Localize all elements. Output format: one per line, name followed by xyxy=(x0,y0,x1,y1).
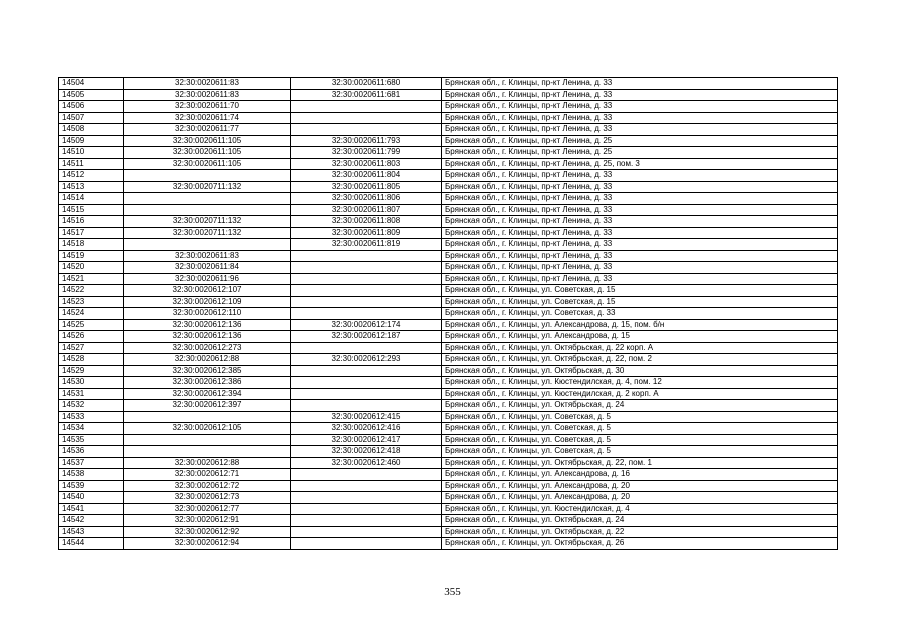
address-cell: Брянская обл., г. Клинцы, пр-кт Ленина, д. 33 xyxy=(442,204,838,216)
table-row xyxy=(59,170,838,182)
row-number-cell: 14525 xyxy=(59,319,124,331)
address-cell: Брянская обл., г. Клинцы, пр-кт Ленина, д. 33 xyxy=(442,227,838,239)
table-row xyxy=(59,388,838,400)
address-cell: Брянская обл., г. Клинцы, ул. Советская, д. 5 xyxy=(442,434,838,446)
parcel-number-cell: 32:30:0020611:74 xyxy=(124,112,291,124)
parcel-number-cell xyxy=(124,193,291,205)
row-number-cell: 14509 xyxy=(59,135,124,147)
row-number-cell: 14513 xyxy=(59,181,124,193)
address-cell: Брянская обл., г. Клинцы, пр-кт Ленина, д. 33 xyxy=(442,89,838,101)
table-row xyxy=(59,480,838,492)
object-number-cell: 32:30:0020611:804 xyxy=(291,170,442,182)
parcel-number-cell: 32:30:0020611:83 xyxy=(124,89,291,101)
object-number-cell xyxy=(291,262,442,274)
object-number-cell: 32:30:0020611:809 xyxy=(291,227,442,239)
row-number-cell: 14533 xyxy=(59,411,124,423)
address-cell: Брянская обл., г. Клинцы, ул. Кюстендилская, д. 4 xyxy=(442,503,838,515)
parcel-number-cell: 32:30:0020612:385 xyxy=(124,365,291,377)
row-number-cell: 14510 xyxy=(59,147,124,159)
object-number-cell: 32:30:0020611:805 xyxy=(291,181,442,193)
table-row xyxy=(59,503,838,515)
object-number-cell xyxy=(291,308,442,320)
parcel-number-cell: 32:30:0020611:105 xyxy=(124,135,291,147)
row-number-cell: 14506 xyxy=(59,101,124,113)
row-number-cell: 14508 xyxy=(59,124,124,136)
row-number-cell: 14520 xyxy=(59,262,124,274)
address-cell: Брянская обл., г. Клинцы, ул. Кюстендилская, д. 4, пом. 12 xyxy=(442,377,838,389)
table-row xyxy=(59,147,838,159)
parcel-number-cell: 32:30:0020611:96 xyxy=(124,273,291,285)
address-cell: Брянская обл., г. Клинцы, пр-кт Ленина, д. 33 xyxy=(442,101,838,113)
row-number-cell: 14542 xyxy=(59,515,124,527)
table-row xyxy=(59,296,838,308)
address-cell: Брянская обл., г. Клинцы, пр-кт Ленина, д. 25 xyxy=(442,135,838,147)
object-number-cell xyxy=(291,377,442,389)
table-row xyxy=(59,515,838,527)
object-number-cell xyxy=(291,342,442,354)
table-row xyxy=(59,526,838,538)
parcel-number-cell: 32:30:0020611:83 xyxy=(124,250,291,262)
table-row xyxy=(59,124,838,136)
parcel-number-cell xyxy=(124,411,291,423)
address-cell: Брянская обл., г. Клинцы, ул. Советская, д. 15 xyxy=(442,296,838,308)
parcel-number-cell: 32:30:0020612:397 xyxy=(124,400,291,412)
address-cell: Брянская обл., г. Клинцы, ул. Октябрьская, д. 24 xyxy=(442,400,838,412)
parcel-number-cell: 32:30:0020711:132 xyxy=(124,227,291,239)
object-number-cell: 32:30:0020611:793 xyxy=(291,135,442,147)
object-number-cell: 32:30:0020612:187 xyxy=(291,331,442,343)
parcel-number-cell: 32:30:0020612:88 xyxy=(124,457,291,469)
parcel-number-cell: 32:30:0020612:386 xyxy=(124,377,291,389)
row-number-cell: 14541 xyxy=(59,503,124,515)
row-number-cell: 14519 xyxy=(59,250,124,262)
row-number-cell: 14521 xyxy=(59,273,124,285)
object-number-cell: 32:30:0020612:415 xyxy=(291,411,442,423)
address-cell: Брянская обл., г. Клинцы, ул. Советская, д. 5 xyxy=(442,411,838,423)
row-number-cell: 14528 xyxy=(59,354,124,366)
table-row xyxy=(59,204,838,216)
row-number-cell: 14514 xyxy=(59,193,124,205)
address-cell: Брянская обл., г. Клинцы, ул. Советская, д. 15 xyxy=(442,285,838,297)
address-cell: Брянская обл., г. Клинцы, ул. Советская, д. 33 xyxy=(442,308,838,320)
parcel-number-cell xyxy=(124,204,291,216)
address-cell: Брянская обл., г. Клинцы, пр-кт Ленина, д. 33 xyxy=(442,273,838,285)
table-row xyxy=(59,89,838,101)
row-number-cell: 14515 xyxy=(59,204,124,216)
parcel-number-cell: 32:30:0020612:136 xyxy=(124,319,291,331)
parcel-number-cell: 32:30:0020612:394 xyxy=(124,388,291,400)
parcel-number-cell: 32:30:0020612:94 xyxy=(124,538,291,550)
table-row xyxy=(59,135,838,147)
address-cell: Брянская обл., г. Клинцы, ул. Октябрьская, д. 22, пом. 2 xyxy=(442,354,838,366)
object-number-cell: 32:30:0020612:460 xyxy=(291,457,442,469)
table-row xyxy=(59,423,838,435)
object-number-cell: 32:30:0020611:808 xyxy=(291,216,442,228)
object-number-cell xyxy=(291,400,442,412)
object-number-cell xyxy=(291,538,442,550)
parcel-number-cell: 32:30:0020611:105 xyxy=(124,158,291,170)
address-cell: Брянская обл., г. Клинцы, пр-кт Ленина, д. 33 xyxy=(442,262,838,274)
table-row xyxy=(59,342,838,354)
table-row xyxy=(59,158,838,170)
table-row xyxy=(59,262,838,274)
parcel-number-cell: 32:30:0020612:72 xyxy=(124,480,291,492)
row-number-cell: 14504 xyxy=(59,78,124,90)
row-number-cell: 14507 xyxy=(59,112,124,124)
object-number-cell: 32:30:0020611:807 xyxy=(291,204,442,216)
row-number-cell: 14524 xyxy=(59,308,124,320)
object-number-cell xyxy=(291,388,442,400)
row-number-cell: 14535 xyxy=(59,434,124,446)
row-number-cell: 14522 xyxy=(59,285,124,297)
parcel-number-cell: 32:30:0020711:132 xyxy=(124,181,291,193)
parcel-number-cell: 32:30:0020611:105 xyxy=(124,147,291,159)
table-row xyxy=(59,112,838,124)
table-row xyxy=(59,78,838,90)
property-table-body xyxy=(59,78,838,550)
table-row xyxy=(59,308,838,320)
address-cell: Брянская обл., г. Клинцы, пр-кт Ленина, д. 33 xyxy=(442,170,838,182)
object-number-cell: 32:30:0020611:803 xyxy=(291,158,442,170)
table-row xyxy=(59,181,838,193)
table-row xyxy=(59,239,838,251)
row-number-cell: 14505 xyxy=(59,89,124,101)
table-row xyxy=(59,319,838,331)
row-number-cell: 14517 xyxy=(59,227,124,239)
address-cell: Брянская обл., г. Клинцы, пр-кт Ленина, д. 33 xyxy=(442,250,838,262)
object-number-cell xyxy=(291,273,442,285)
row-number-cell: 14539 xyxy=(59,480,124,492)
table-row xyxy=(59,354,838,366)
address-cell: Брянская обл., г. Клинцы, пр-кт Ленина, д. 33 xyxy=(442,181,838,193)
table-row xyxy=(59,492,838,504)
object-number-cell xyxy=(291,515,442,527)
address-cell: Брянская обл., г. Клинцы, ул. Кюстендилская, д. 2 корп. А xyxy=(442,388,838,400)
object-number-cell xyxy=(291,492,442,504)
table-row xyxy=(59,331,838,343)
row-number-cell: 14529 xyxy=(59,365,124,377)
address-cell: Брянская обл., г. Клинцы, пр-кт Ленина, д. 33 xyxy=(442,239,838,251)
object-number-cell xyxy=(291,469,442,481)
object-number-cell: 32:30:0020611:681 xyxy=(291,89,442,101)
object-number-cell: 32:30:0020611:680 xyxy=(291,78,442,90)
address-cell: Брянская обл., г. Клинцы, ул. Октябрьская, д. 30 xyxy=(442,365,838,377)
object-number-cell xyxy=(291,480,442,492)
address-cell: Брянская обл., г. Клинцы, ул. Октябрьская, д. 22 xyxy=(442,526,838,538)
parcel-number-cell: 32:30:0020611:84 xyxy=(124,262,291,274)
parcel-number-cell: 32:30:0020612:88 xyxy=(124,354,291,366)
address-cell: Брянская обл., г. Клинцы, ул. Александрова, д. 20 xyxy=(442,492,838,504)
table-row xyxy=(59,216,838,228)
row-number-cell: 14518 xyxy=(59,239,124,251)
row-number-cell: 14532 xyxy=(59,400,124,412)
table-row xyxy=(59,446,838,458)
object-number-cell: 32:30:0020612:417 xyxy=(291,434,442,446)
object-number-cell: 32:30:0020612:293 xyxy=(291,354,442,366)
table-row xyxy=(59,227,838,239)
parcel-number-cell: 32:30:0020611:83 xyxy=(124,78,291,90)
row-number-cell: 14543 xyxy=(59,526,124,538)
table-row xyxy=(59,400,838,412)
address-cell: Брянская обл., г. Клинцы, ул. Александрова, д. 16 xyxy=(442,469,838,481)
parcel-number-cell: 32:30:0020612:71 xyxy=(124,469,291,481)
table-row xyxy=(59,273,838,285)
row-number-cell: 14530 xyxy=(59,377,124,389)
object-number-cell xyxy=(291,526,442,538)
address-cell: Брянская обл., г. Клинцы, ул. Октябрьская, д. 26 xyxy=(442,538,838,550)
property-table xyxy=(58,77,838,550)
parcel-number-cell: 32:30:0020611:70 xyxy=(124,101,291,113)
address-cell: Брянская обл., г. Клинцы, ул. Октябрьская, д. 22, пом. 1 xyxy=(442,457,838,469)
row-number-cell: 14540 xyxy=(59,492,124,504)
parcel-number-cell: 32:30:0020612:91 xyxy=(124,515,291,527)
address-cell: Брянская обл., г. Клинцы, пр-кт Ленина, д. 33 xyxy=(442,78,838,90)
parcel-number-cell: 32:30:0020711:132 xyxy=(124,216,291,228)
object-number-cell xyxy=(291,296,442,308)
table-row xyxy=(59,457,838,469)
object-number-cell xyxy=(291,285,442,297)
parcel-number-cell: 32:30:0020612:107 xyxy=(124,285,291,297)
row-number-cell: 14516 xyxy=(59,216,124,228)
parcel-number-cell: 32:30:0020612:109 xyxy=(124,296,291,308)
object-number-cell xyxy=(291,503,442,515)
table-row xyxy=(59,365,838,377)
address-cell: Брянская обл., г. Клинцы, ул. Советская, д. 5 xyxy=(442,423,838,435)
row-number-cell: 14536 xyxy=(59,446,124,458)
parcel-number-cell: 32:30:0020612:92 xyxy=(124,526,291,538)
address-cell: Брянская обл., г. Клинцы, ул. Александрова, д. 15, пом. б/н xyxy=(442,319,838,331)
object-number-cell: 32:30:0020612:418 xyxy=(291,446,442,458)
parcel-number-cell xyxy=(124,239,291,251)
parcel-number-cell: 32:30:0020612:110 xyxy=(124,308,291,320)
parcel-number-cell xyxy=(124,434,291,446)
row-number-cell: 14526 xyxy=(59,331,124,343)
address-cell: Брянская обл., г. Клинцы, пр-кт Ленина, д. 25, пом. 3 xyxy=(442,158,838,170)
table-row xyxy=(59,538,838,550)
table-row xyxy=(59,377,838,389)
object-number-cell xyxy=(291,101,442,113)
parcel-number-cell: 32:30:0020612:77 xyxy=(124,503,291,515)
object-number-cell: 32:30:0020611:799 xyxy=(291,147,442,159)
address-cell: Брянская обл., г. Клинцы, ул. Александрова, д. 20 xyxy=(442,480,838,492)
object-number-cell xyxy=(291,124,442,136)
object-number-cell xyxy=(291,365,442,377)
address-cell: Брянская обл., г. Клинцы, пр-кт Ленина, д. 33 xyxy=(442,124,838,136)
address-cell: Брянская обл., г. Клинцы, пр-кт Ленина, д. 25 xyxy=(442,147,838,159)
parcel-number-cell: 32:30:0020612:73 xyxy=(124,492,291,504)
row-number-cell: 14544 xyxy=(59,538,124,550)
parcel-number-cell: 32:30:0020612:136 xyxy=(124,331,291,343)
parcel-number-cell xyxy=(124,446,291,458)
object-number-cell: 32:30:0020611:819 xyxy=(291,239,442,251)
address-cell: Брянская обл., г. Клинцы, пр-кт Ленина, д. 33 xyxy=(442,193,838,205)
table-row xyxy=(59,101,838,113)
table-row xyxy=(59,285,838,297)
object-number-cell: 32:30:0020612:174 xyxy=(291,319,442,331)
address-cell: Брянская обл., г. Клинцы, пр-кт Ленина, д. 33 xyxy=(442,216,838,228)
table-row xyxy=(59,411,838,423)
page-number: 355 xyxy=(444,586,461,598)
object-number-cell xyxy=(291,250,442,262)
table-row xyxy=(59,434,838,446)
parcel-number-cell: 32:30:0020612:105 xyxy=(124,423,291,435)
table-row xyxy=(59,250,838,262)
row-number-cell: 14512 xyxy=(59,170,124,182)
parcel-number-cell: 32:30:0020612:273 xyxy=(124,342,291,354)
address-cell: Брянская обл., г. Клинцы, пр-кт Ленина, д. 33 xyxy=(442,112,838,124)
address-cell: Брянская обл., г. Клинцы, ул. Александрова, д. 15 xyxy=(442,331,838,343)
object-number-cell: 32:30:0020611:806 xyxy=(291,193,442,205)
row-number-cell: 14531 xyxy=(59,388,124,400)
table-row xyxy=(59,193,838,205)
address-cell: Брянская обл., г. Клинцы, ул. Октябрьская, д. 24 xyxy=(442,515,838,527)
parcel-number-cell xyxy=(124,170,291,182)
object-number-cell xyxy=(291,112,442,124)
row-number-cell: 14534 xyxy=(59,423,124,435)
parcel-number-cell: 32:30:0020611:77 xyxy=(124,124,291,136)
address-cell: Брянская обл., г. Клинцы, ул. Октябрьская, д. 22 корп. А xyxy=(442,342,838,354)
row-number-cell: 14537 xyxy=(59,457,124,469)
row-number-cell: 14523 xyxy=(59,296,124,308)
row-number-cell: 14538 xyxy=(59,469,124,481)
object-number-cell: 32:30:0020612:416 xyxy=(291,423,442,435)
row-number-cell: 14527 xyxy=(59,342,124,354)
row-number-cell: 14511 xyxy=(59,158,124,170)
address-cell: Брянская обл., г. Клинцы, ул. Советская, д. 5 xyxy=(442,446,838,458)
table-row xyxy=(59,469,838,481)
